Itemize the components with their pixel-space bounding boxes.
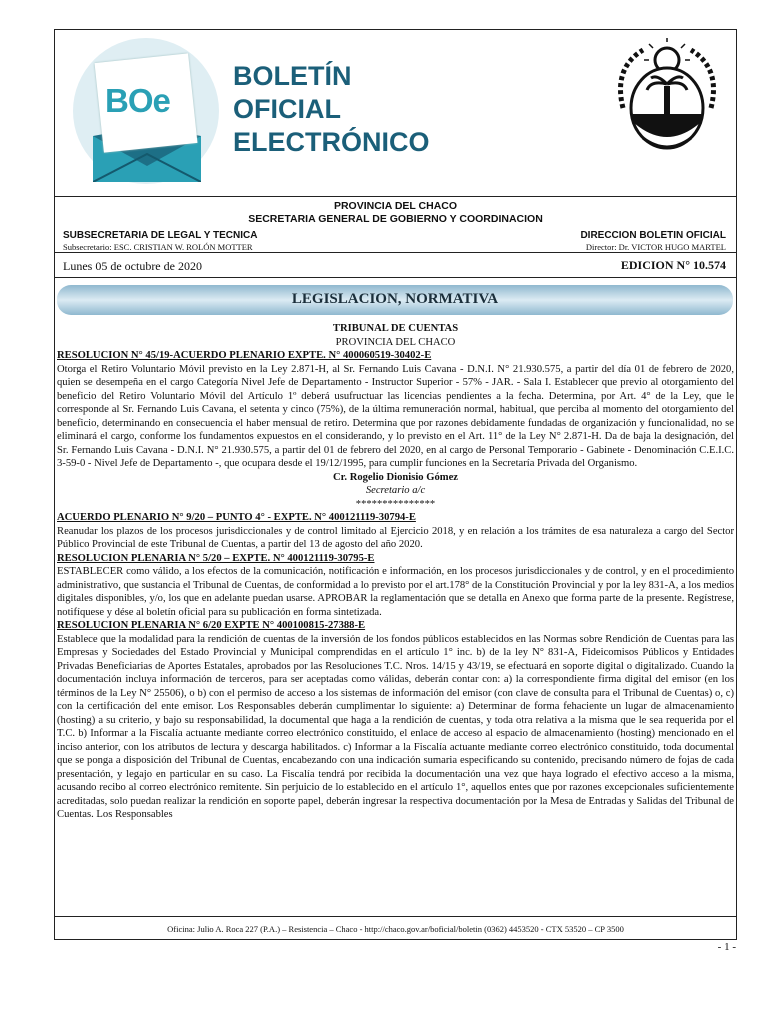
section-title: LEGISLACION, NORMATIVA	[291, 291, 499, 307]
boe-logo-text: BOe	[105, 82, 170, 119]
province-seal-icon	[613, 38, 721, 154]
organization-province: PROVINCIA DEL CHACO	[335, 336, 456, 348]
publication-title	[233, 60, 430, 159]
secretary-name: SECRETARIA GENERAL DE GOBIERNO Y COORDINACION	[248, 213, 543, 225]
title-line-3: ELECTRÓNICO	[233, 127, 430, 157]
resolution-3-text: ESTABLECER como válido, a los efectos de la comunicación, notificación e información, en los procesos jurisdiccionales y de control, y en el procedimiento administrativo, que sustancia el Tribunal de Cuentas, de conformidad a lo previsto por el art.178° de la Constitución Provincial y por la ley 831-A, a los medios digitales disponibles, y/o, los que en adelante puedan usarse. APROBAR la reglamentación que se detalla en Anexo que forma parte de la presente. Regístrese, notifíquese y dése al boletín oficial para su publicación en forma sintetizada.	[57, 566, 734, 618]
resolution-4-title: RESOLUCION PLENARIA N° 6/20 EXPTE N° 400100815-27388-E	[57, 620, 366, 631]
resolution-3-title: RESOLUCION PLENARIA N° 5/20 – EXPTE. N° 400121119-30795-E	[57, 552, 375, 564]
signer-role: Secretario a/c	[365, 485, 426, 496]
masthead	[55, 30, 736, 197]
footer-contact: Oficina: Julio A. Roca 227 (P.A.) – Resistencia – Chaco - http://chaco.gov.ar/boficial/boletin (0362) 4453520 - CTX 53520 – CP 3500	[55, 916, 736, 941]
date-bar	[55, 252, 736, 278]
edition-number: EDICION N° 10.574	[620, 258, 726, 272]
title-line-1: BOLETÍN	[233, 61, 352, 91]
issue-date: Lunes 05 de octubre de 2020	[63, 259, 202, 273]
left-official: Subsecretario: ESC. CRISTIAN W. ROLÓN MOTTER	[63, 242, 253, 252]
left-department: SUBSECRETARIA DE LEGAL Y TECNICA	[63, 230, 258, 241]
signer-name: Cr. Rogelio Dionisio Gómez	[333, 471, 458, 483]
document-body	[57, 322, 734, 822]
resolution-2-title: ACUERDO PLENARIO N° 9/20 – PUNTO 4° - EXPTE. N° 400121119-30794-E	[57, 512, 416, 523]
resolution-1-title: RESOLUCION N° 45/19-ACUERDO PLENARIO EXPTE. N° 400060519-30402-E	[57, 350, 432, 361]
province-name: PROVINCIA DEL CHACO	[333, 200, 458, 212]
resolution-1-text: Otorga el Retiro Voluntario Móvil previsto en la Ley 2.871-H, al Sr. Fernando Luis Cavana - D.N.I. N° 21.930.575, a partir del día 01 de febrero de 2020, quien se desempeña en el cargo Categoría Nivel Jefe de Departamento - Instructor Superior - 57% - JAR. - Sala I. Establecer que previo al otorgamiento del beneficio del Retiro Voluntario Móvil del Artículo 1º deberá usufructuar las licencias pendientes a la fecha. Determina, por Art. 4° de la Ley, que le corresponde al Sr. Fernando Luis Cavana, el setenta y cinco (75%), de la última remuneración normal, habitual, que perciba al momento del otorgamiento del beneficio, determinando en consecuencia el haber mensual de retiro. Determina que por razones debidamente fundadas de organización y funcionalidad, no se eliminará el cargo, conforme los fundamentos expuestos en el considerando, y lo previsto en el Art. 11° de la Ley N° 2.871-H. Da de baja la designación, del Sr. Fernando Luis Cavana - D.N.I. N° 21.930.575, a partir del 01 de febrero del 2020, en al cargo de Personal Temporario - Gabinete - Denominación C.E.I.C. 3-59-0 - Nivel Jefe de Departamento -, que ocupara desde el 19/12/1995, para cumplir funciones en la Secretaría Privada del Organismo.	[57, 363, 734, 469]
page-number: - 1 -	[717, 941, 736, 953]
boe-logo	[73, 38, 219, 184]
resolution-2-text: Reanudar los plazos de los procesos jurisdiccionales y de control limitado al Ejercicio 2018, y en relación a los trámites de esa naturaleza a cargo del Sector Público Provincial de este Tribunal de Cuentas, a partir del 13 de agosto del año 2020.	[57, 525, 734, 550]
title-line-2: OFICIAL	[233, 94, 341, 124]
separator: ***************	[355, 498, 436, 510]
section-banner	[57, 285, 733, 315]
right-official: Director: Dr. VICTOR HUGO MARTEL	[585, 242, 726, 252]
page-frame	[54, 29, 737, 940]
issuer-block	[55, 200, 736, 226]
resolution-4-text: Establece que la modalidad para la rendición de cuentas de la inversión de los fondos públicos establecidos en las Normas sobre Rendición de Cuentas para las Empresas y Sociedades del Estado Provincial y Municipal comprendidas en el artículo 1° inc. b) de la ley N° 831-A, Fideicomisos Públicos y Entidades Privadas Beneficiarias de Aportes Estatales, aprobados por las Resoluciones T.C. Nros. 14/15 y 43/19, se efectuará en soporte digital o digitalizado. Cuando la documentación incluya información de terceros, para ser aceptadas como válidas, deberán contar con: a) la correspondiente firma digital del emisor (en los términos de la Ley N° 25506), o b) con el permiso de acceso a los sistemas de información del emisor (con clave de consulta para el Tribunal de Cuentas) o, c) con la certificación del ente emisor. Los Responsables deberán cumplimentar lo siguiente: a) Determinar de forma fehaciente un lugar de almacenamiento (hosting) a su criterio, y bajo su responsabilidad, la documental que haga a la rendición de cuentas, y toda otra relativa a la misma que le sea requerida por el T.C. b) Informar a la Fiscalía actuante mediante correo electrónico constituido, el enlace de acceso al espacio de almacenamiento (hosting) mencionado en el inciso anterior, con los atributos de lectura y descarga habilitados. c) Informar a la Fiscalía actuante mediante correo electrónico constituido, toda documental que se ponga a disposición del Tribunal de Cuentas, encabezando con una indicación sumaria especificando su contenido, precisando número de fojas de cada presentación, y legajo en particular en su caso. La Fiscalía tendrá por recibida la documentación una vez que haya logrado el efectivo acceso a la misma, acusando recibo al correo electrónico remitente. Sin perjuicio de lo establecido en el artículo 1°, aquellos entes que por razones excepcionales suficientemente acreditadas, solo puedan realizar la rendición en soporte papel, deberán ingresar la respectiva documentación por la Mesa de Entradas y Salidas del Tribunal de Cuentas. Los Responsables	[57, 633, 734, 820]
organization-name: TRIBUNAL DE CUENTAS	[332, 323, 459, 334]
right-department: DIRECCION BOLETIN OFICIAL	[580, 230, 726, 241]
